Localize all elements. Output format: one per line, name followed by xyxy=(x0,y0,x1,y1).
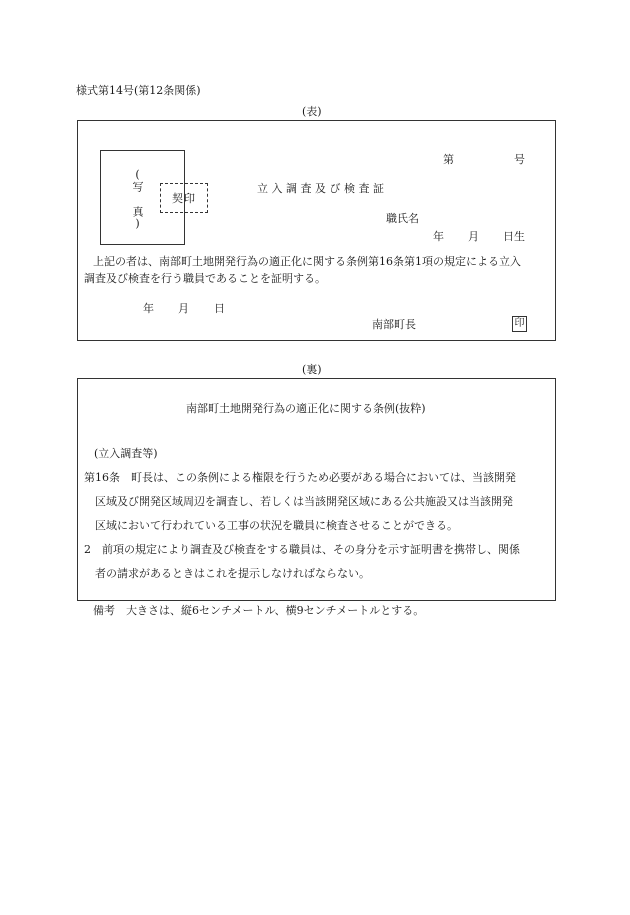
article-16-para2-line-1: 2 前項の規定により調査及び検査をする職員は、その身分を示す証明書を携帯し、関係 xyxy=(84,543,520,556)
article-16-line-2: 区域及び開発区域周辺を調査し、若しくは当該開発区域にある公共施設又は当該開発 xyxy=(95,495,513,508)
birth-year: 年 xyxy=(433,230,444,243)
issuer: 南部町長 xyxy=(372,318,416,331)
date-day: 日 xyxy=(214,302,225,315)
form-label: 様式第14号(第12条関係) xyxy=(76,84,201,97)
front-title: 立 入 調 査 及 び 検 査 証 xyxy=(257,182,384,195)
body-line-1: 上記の者は、南部町土地開発行為の適正化に関する条例第16条第1項の規定による立入 xyxy=(93,255,521,268)
date-year: 年 xyxy=(143,302,154,315)
remark: 備考 大きさは、縦6センチメートル、横9センチメートルとする。 xyxy=(93,604,425,617)
seal-kei: 契 xyxy=(172,192,183,205)
birth-month: 月 xyxy=(468,230,479,243)
article-16-para2-line-2: 者の請求があるときはこれを提示しなければならない。 xyxy=(95,567,370,580)
section-heading: (立入調査等) xyxy=(94,447,158,460)
body-line-2: 調査及び検査を行う職員であることを証明する。 xyxy=(84,272,326,285)
article-16-line-3: 区域において行われている工事の状況を職員に検査させることができる。 xyxy=(95,519,458,532)
shoku-shimei: 職氏名 xyxy=(386,212,419,225)
number-go: 号 xyxy=(514,153,525,166)
back-caption: (裏) xyxy=(302,363,322,376)
photo-label-open: (写 xyxy=(131,168,144,192)
photo-label-close: 真) xyxy=(131,206,144,230)
birth-day: 日生 xyxy=(503,230,525,243)
date-month: 月 xyxy=(178,302,189,315)
article-16-line-1: 第16条 町長は、この条例による権限を行うため必要がある場合においては、当該開発 xyxy=(84,471,516,484)
back-title: 南部町土地開発行為の適正化に関する条例(抜粋) xyxy=(186,402,426,415)
issuer-seal: 印 xyxy=(512,316,527,332)
seal-in: 印 xyxy=(184,192,195,205)
front-caption: (表) xyxy=(302,105,322,118)
number-dai: 第 xyxy=(443,153,454,166)
